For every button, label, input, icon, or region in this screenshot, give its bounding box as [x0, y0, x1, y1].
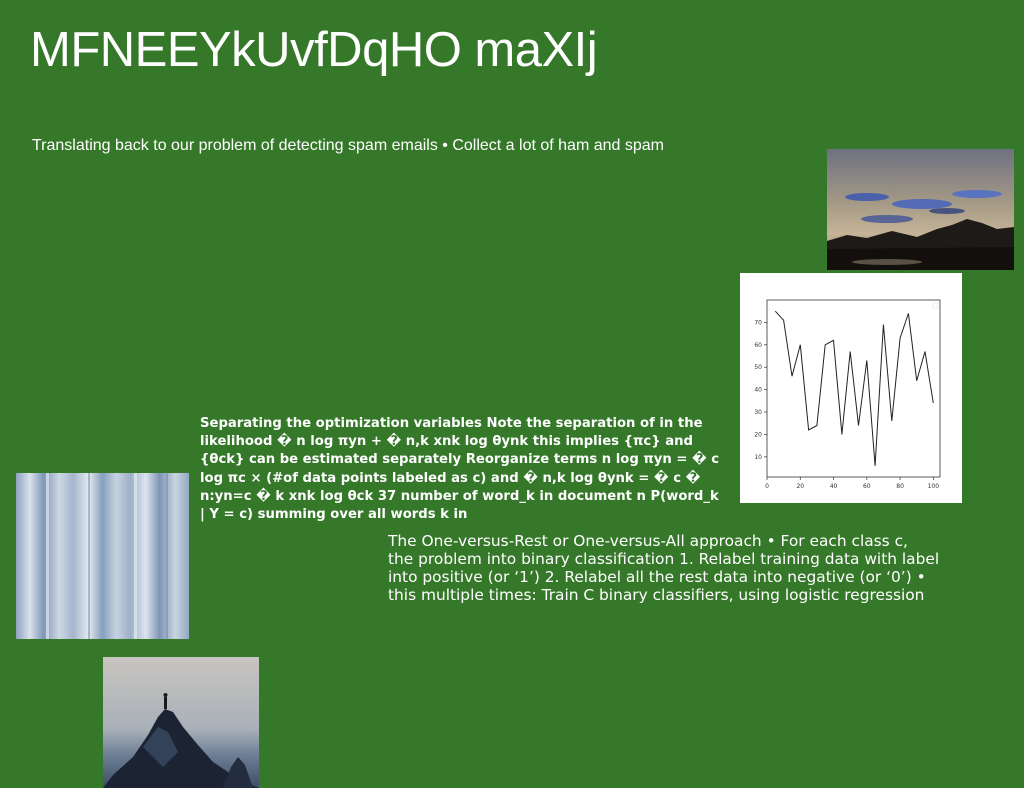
chart-series-line: [775, 311, 933, 466]
chart-y-tick-label: 60: [754, 341, 762, 349]
chart-x-tick-label: 0: [765, 483, 769, 490]
chart-y-tick-label: 40: [754, 386, 762, 394]
chart-y-tick-label: 50: [754, 364, 762, 372]
chart-plot-frame: [767, 300, 940, 477]
chart-x-tick-label: 20: [796, 483, 805, 490]
body-text-2: The One-versus-Rest or One-versus-All approach • For each class c, the problem into binary classification 1. Relabel training data with label into positive (or ‘1’) 2. Relabel all the rest data into negative (or ‘0’) • this multiple times: Train C binary classifiers, using logistic regression: [388, 532, 940, 604]
chart-legend-box: [933, 303, 938, 308]
chart-x-tick-label: 40: [829, 483, 838, 490]
chart-y-tick-label: 30: [754, 409, 762, 417]
chart-x-tick-label: 60: [862, 483, 871, 490]
line-chart: [740, 273, 962, 503]
body-text-1: Separating the optimization variables Note the separation of in the likelihood � n log πyn + � n,k xnk log θynk this implies {πc} and {θck} can be estimated separately Reorganize terms n log πyn = � c log πc × (#of data points labeled as c) and � n,k log θynk = � c � n:yn=c � k xnk log θck 37 number of word_k in document n P(word_k | Y = c) summing over all words k in: [200, 416, 720, 523]
chart-x-tick-label: 100: [927, 483, 940, 490]
slide-title: MFNEEYkUvfDqHO maXIj: [30, 23, 598, 77]
chart-y-tick-label: 20: [754, 431, 762, 439]
sky-landscape-image: [827, 149, 1014, 270]
rock-summit-image: [103, 657, 259, 788]
slide-subtitle: Translating back to our problem of detecting spam emails • Collect a lot of ham and spam: [32, 137, 664, 154]
chart-x-tick-label: 80: [896, 483, 904, 490]
chart-y-tick-label: 70: [754, 319, 762, 327]
striped-texture-image: [16, 473, 189, 639]
chart-y-tick-label: 10: [754, 453, 762, 461]
